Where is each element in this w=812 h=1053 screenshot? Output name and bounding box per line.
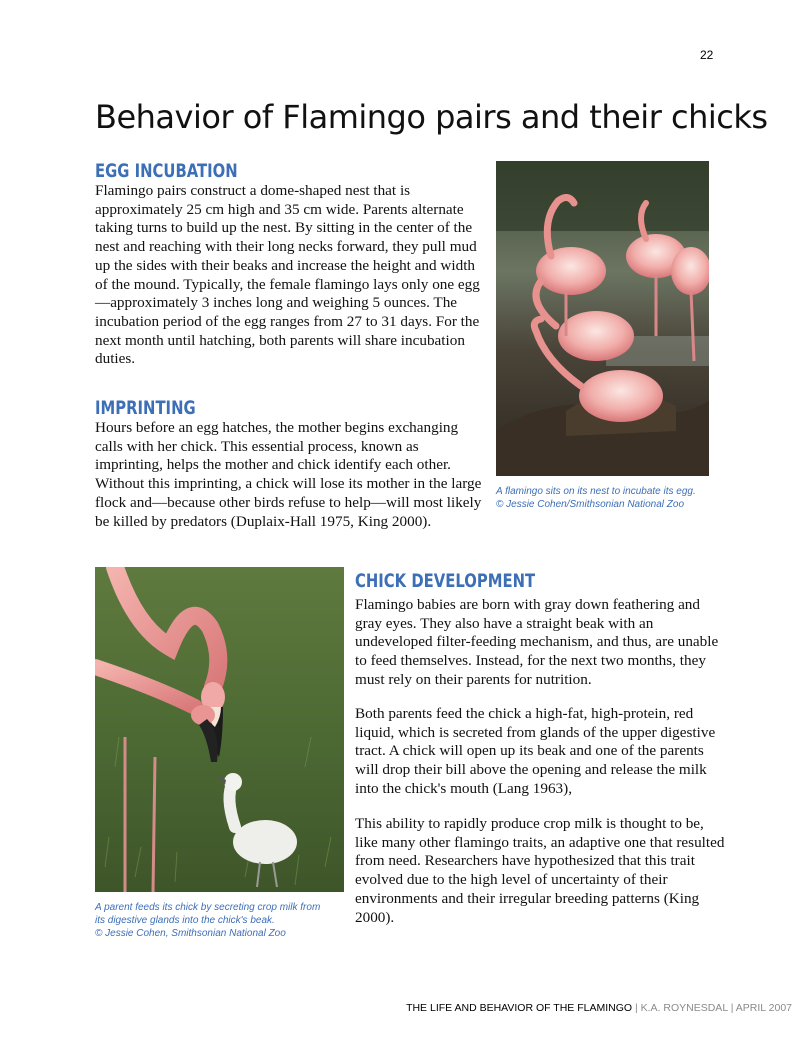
egg-incubation-text: Flamingo pairs construct a dome-shaped nest that is approximately 25 cm high and 35 cm wide. Parents alternate taking turns to build up the nest. By sitting in the center of the nest and reaching with their long necks forward, they pull mud up the sides with their beaks and increase the height and width of the mound. Typically, the female flamingo lays only one egg—approximately 3 inches long and weighing 5 ounces. The incubation period of the egg ranges from 27 to 31 days. For the next month until hatching, both parents will share incubation duties. [95,182,480,368]
nest-caption-line-1: A flamingo sits on its nest to incubate its egg. [496,486,696,497]
page-footer [406,1002,792,1014]
imprinting-text: Hours before an egg hatches, the mother begins exchanging calls with her chick. This essential process, known as imprinting, helps the mother and chick identify each other. Without this imprinting, a chick will lose its mother in the large flock and—because other birds refuse to help—will most likely be killed by predators (Duplaix-Hall 1975, King 2000). [95,419,482,530]
nest-caption-credit: © Jessie Cohen/Smithsonian National Zoo [496,499,685,510]
page-number: 22 [700,48,714,62]
chick-development-paragraph-2: Both parents feed the chick a high-fat, high-protein, red liquid, which is secreted from glands of the upper digestive tract. A chick will open up its beak and one of the parents will drop their bill above the opening and release the milk into the chick's mouth (Lang 1963), [355,705,716,797]
footer-separator-2: | [730,1002,734,1014]
feeding-caption-line-1: A parent feeds its chick by secreting crop milk from [95,902,321,913]
footer-title: THE LIFE AND BEHAVIOR OF THE FLAMINGO [406,1002,633,1014]
page-title: Behavior of Flamingo pairs and their chicks [95,98,768,136]
chick-development-heading: CHICK DEVELOPMENT [355,570,536,592]
feeding-caption-line-2: its digestive glands into the chick's beak. [95,915,275,926]
footer-date: APRIL 2007 [735,1002,792,1014]
chick-development-paragraph-1: Flamingo babies are born with gray down feathering and gray eyes. They also have a straight beak with an undeveloped filter-feeding mechanism, and thus, are unable to feed themselves. Instead, for the next two months, they must rely on their parents for nutrition. [355,596,719,688]
feeding-caption-credit: © Jessie Cohen, Smithsonian National Zoo [95,928,286,939]
flamingo-nest-photo [496,161,709,476]
flamingo-feeding-photo [95,567,344,892]
nest-photo-caption [496,485,736,511]
footer-separator-1: | [634,1002,638,1014]
chick-development-paragraph-3: This ability to rapidly produce crop milk is thought to be, like many other flamingo traits, an adaptive one that resulted from need. Researchers have hypothesized that this trait evolved due to the high level of uncertainty of their environments and their irregular breeding patterns (King 2000). [355,815,725,926]
feeding-photo-caption [95,901,355,940]
egg-incubation-heading: EGG INCUBATION [95,160,238,182]
footer-author: K.A. ROYNESDAL [640,1002,728,1014]
imprinting-heading: IMPRINTING [95,397,196,419]
